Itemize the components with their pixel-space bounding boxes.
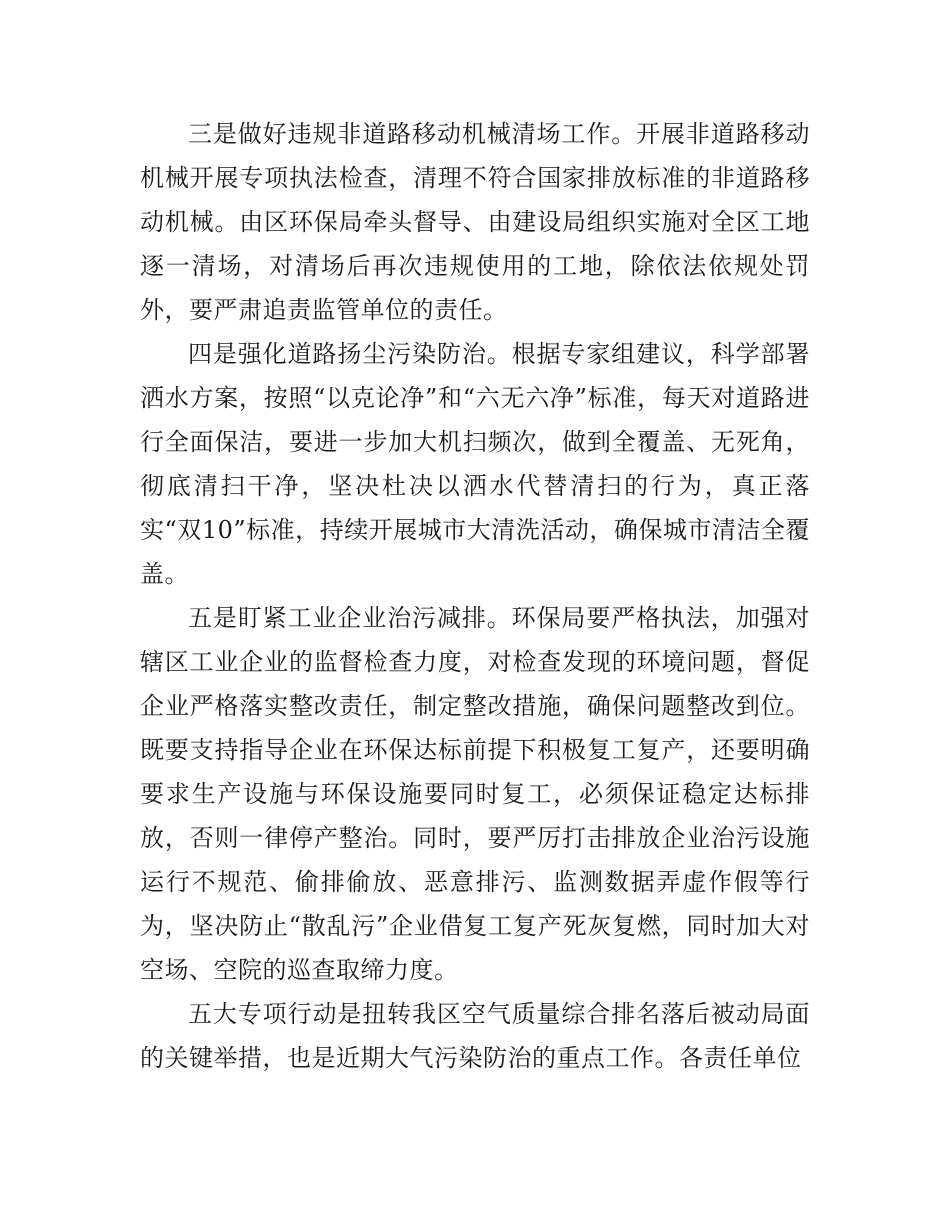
paragraph-non-road-machinery: 三是做好违规非道路移动机械清场工作。开展非道路移动机械开展专项执法检查，清理不符合国家排放标准的非道路移动机械。由区环保局牵头督导、由建设局组织实施对全区工地逐一清场，对清场后再次违规使用的工地，除依法依规处罚外，要严肃追责监管单位的责任。 (140, 120, 810, 324)
document-body (140, 112, 810, 1080)
paragraph-industrial-emissions: 五是盯紧工业企业治污减排。环保局要严格执法，加强对辖区工业企业的监督检查力度，对检查发现的环境问题，督促企业严格落实整改责任，制定整改措施，确保问题整改到位。既要支持指导企业在环保达标前提下积极复工复产，还要明确要求生产设施与环保设施要同时复工，必须保证稳定达标排放，否则一律停产整治。同时，要严厉打击排放企业治污设施运行不规范、偷排偷放、恶意排污、监测数据弄虚作假等行为，坚决防止“散乱污”企业借复工复产死灰复燃，同时加大对空场、空院的巡查取缔力度。 (140, 604, 810, 984)
paragraph-road-dust: 四是强化道路扬尘污染防治。根据专家组建议，科学部署洒水方案，按照“以克论净”和“六无六净”标准，每天对道路进行全面保洁，要进一步加大机扫频次，做到全覆盖、无死角，彻底清扫干净，坚决杜决以洒水代替清扫的行为，真正落实“双10”标准，持续开展城市大清洗活动，确保城市清洁全覆盖。 (140, 340, 810, 588)
paragraph-special-actions: 五大专项行动是扭转我区空气质量综合排名落后被动局面的关键举措，也是近期大气污染防治的重点工作。各责任单位 (140, 1000, 810, 1072)
